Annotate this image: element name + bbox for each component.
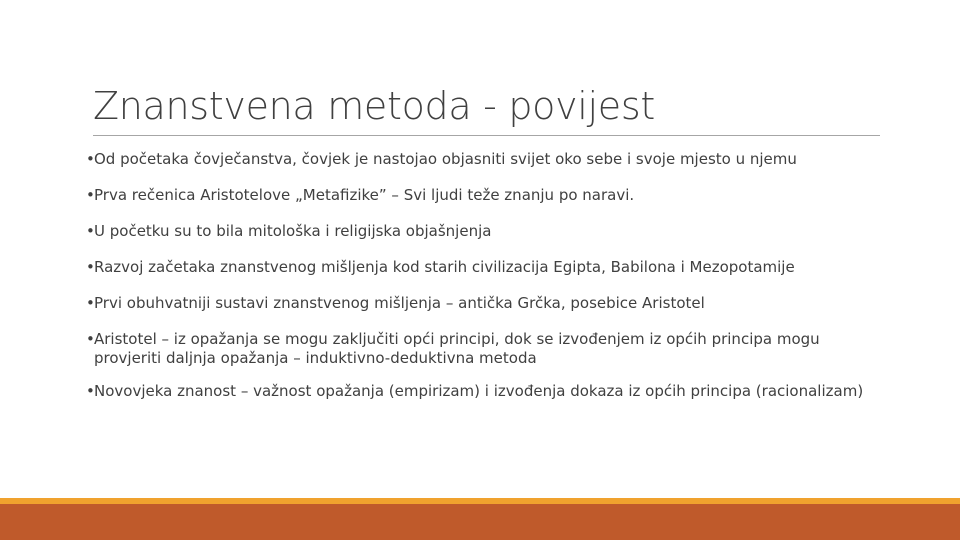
bullet-dot-icon: • [86,150,95,168]
bullet-item [86,294,886,313]
bullet-list [86,150,886,415]
bullet-dot-icon: • [86,382,95,400]
bullet-item [86,258,886,277]
bullet-text: Novovjeka znanost – važnost opažanja (empirizam) i izvođenja dokaza iz općih principa (racionalizam) [94,382,864,400]
bullet-text: Aristotel – iz opažanja se mogu zaključiti opći principi, dok se izvođenjem iz općih principa mogu provjeriti daljnja opažanja – induktivno-deduktivna metoda [94,330,820,367]
bullet-item [86,150,886,169]
bullet-dot-icon: • [86,294,95,312]
bullet-item [86,186,886,205]
bullet-dot-icon: • [86,186,95,204]
slide-title: Znanstvena metoda - povijest [93,84,655,128]
bullet-dot-icon: • [86,258,95,276]
title-divider [93,135,880,136]
bullet-text: Prva rečenica Aristotelove „Metafizike” – Svi ljudi teže znanju po naravi. [94,186,635,204]
footer-band [0,504,960,540]
bullet-text: Razvoj začetaka znanstvenog mišljenja kod starih civilizacija Egipta, Babilona i Mezopotamije [94,258,795,276]
bullet-dot-icon: • [86,222,95,240]
bullet-text: Od početaka čovječanstva, čovjek je nastojao objasniti svijet oko sebe i svoje mjesto u njemu [94,150,797,168]
bullet-text: U početku su to bila mitološka i religijska objašnjenja [94,222,492,240]
bullet-text: Prvi obuhvatniji sustavi znanstvenog mišljenja – antička Grčka, posebice Aristotel [94,294,705,312]
bullet-item [86,222,886,241]
bullet-item [86,330,886,368]
bullet-item [86,382,886,401]
bullet-dot-icon: • [86,330,95,348]
